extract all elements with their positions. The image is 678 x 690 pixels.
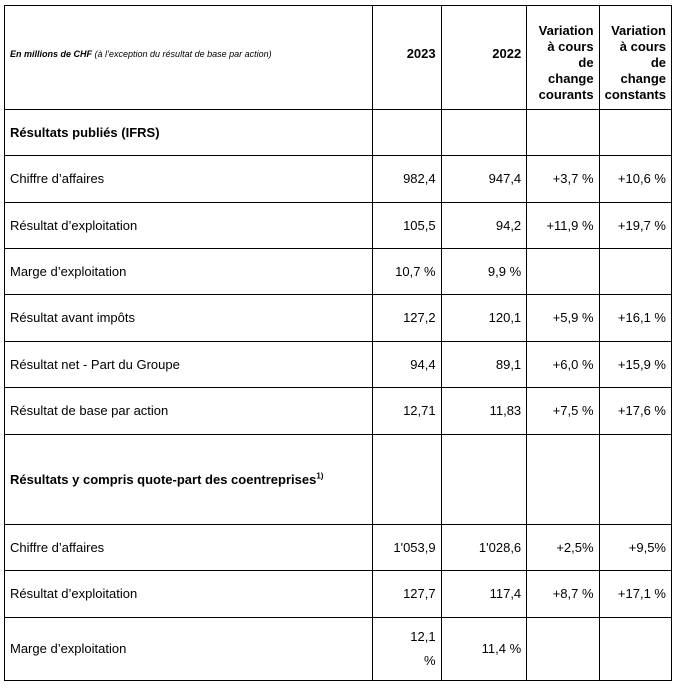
value-2023: 1'053,9 (372, 525, 441, 571)
table-row (5, 525, 672, 571)
value-2023: 127,2 (372, 295, 441, 342)
table-row (5, 249, 672, 295)
section-title-joint-ventures: Résultats y compris quote-part des coentreprises$^{1)}$ (5, 435, 373, 525)
row-label: Résultat d’exploitation (5, 203, 373, 249)
variation-constant: +10,6 % (599, 156, 671, 203)
variation-current (527, 249, 599, 295)
row-label: Résultat de base par action (5, 388, 373, 435)
variation-constant-header: Variation à cours de change constants (599, 6, 671, 110)
row-label: Chiffre d’affaires (5, 525, 373, 571)
table-row (5, 342, 672, 388)
value-2023: 10,7 % (372, 249, 441, 295)
row-label: Marge d’exploitation (5, 249, 373, 295)
value-2022: 94,2 (441, 203, 527, 249)
variation-current: +6,0 % (527, 342, 599, 388)
units-label: En millions de CHF (à l’exception du résultat de base par action) (5, 6, 373, 110)
value-2022: 117,4 (441, 571, 527, 618)
row-label: Résultat avant impôts (5, 295, 373, 342)
variation-constant: +17,1 % (599, 571, 671, 618)
variation-constant: +9,5% (599, 525, 671, 571)
variation-current: +2,5% (527, 525, 599, 571)
value-2022: 1'028,6 (441, 525, 527, 571)
section-row-ifrs (5, 110, 672, 156)
variation-constant: +16,1 % (599, 295, 671, 342)
value-2022: 947,4 (441, 156, 527, 203)
financial-results-table (4, 5, 672, 681)
value-2023: 12,1 % (372, 618, 441, 681)
table-row (5, 295, 672, 342)
footnote-mark: 1) (316, 471, 324, 481)
variation-current-header: Variation à cours de change courants (527, 6, 599, 110)
value-2022: 11,83 (441, 388, 527, 435)
row-label: Chiffre d’affaires (5, 156, 373, 203)
value-2023: 127,7 (372, 571, 441, 618)
variation-constant: +15,9 % (599, 342, 671, 388)
variation-current: +8,7 % (527, 571, 599, 618)
variation-current (527, 618, 599, 681)
row-label: Résultat net - Part du Groupe (5, 342, 373, 388)
variation-current: +5,9 % (527, 295, 599, 342)
variation-constant: +19,7 % (599, 203, 671, 249)
value-2022: 89,1 (441, 342, 527, 388)
value-2023: 94,4 (372, 342, 441, 388)
value-2022: 9,9 % (441, 249, 527, 295)
variation-constant (599, 249, 671, 295)
variation-current: +3,7 % (527, 156, 599, 203)
row-label: Résultat d’exploitation (5, 571, 373, 618)
table-row (5, 618, 672, 681)
table-row (5, 571, 672, 618)
variation-constant (599, 618, 671, 681)
value-2023: 105,5 (372, 203, 441, 249)
value-2022: 11,4 % (441, 618, 527, 681)
section-title-ifrs: Résultats publiés (IFRS) (5, 110, 373, 156)
value-2023: 12,71 (372, 388, 441, 435)
table-header-row (5, 6, 672, 110)
variation-constant: +17,6 % (599, 388, 671, 435)
value-2023: 982,4 (372, 156, 441, 203)
row-label: Marge d’exploitation (5, 618, 373, 681)
year-2022-header: 2022 (441, 6, 527, 110)
section-row-joint-ventures (5, 435, 672, 525)
year-2023-header: 2023 (372, 6, 441, 110)
table-row (5, 156, 672, 203)
table-row (5, 203, 672, 249)
table-row (5, 388, 672, 435)
variation-current: +7,5 % (527, 388, 599, 435)
variation-current: +11,9 % (527, 203, 599, 249)
value-2022: 120,1 (441, 295, 527, 342)
